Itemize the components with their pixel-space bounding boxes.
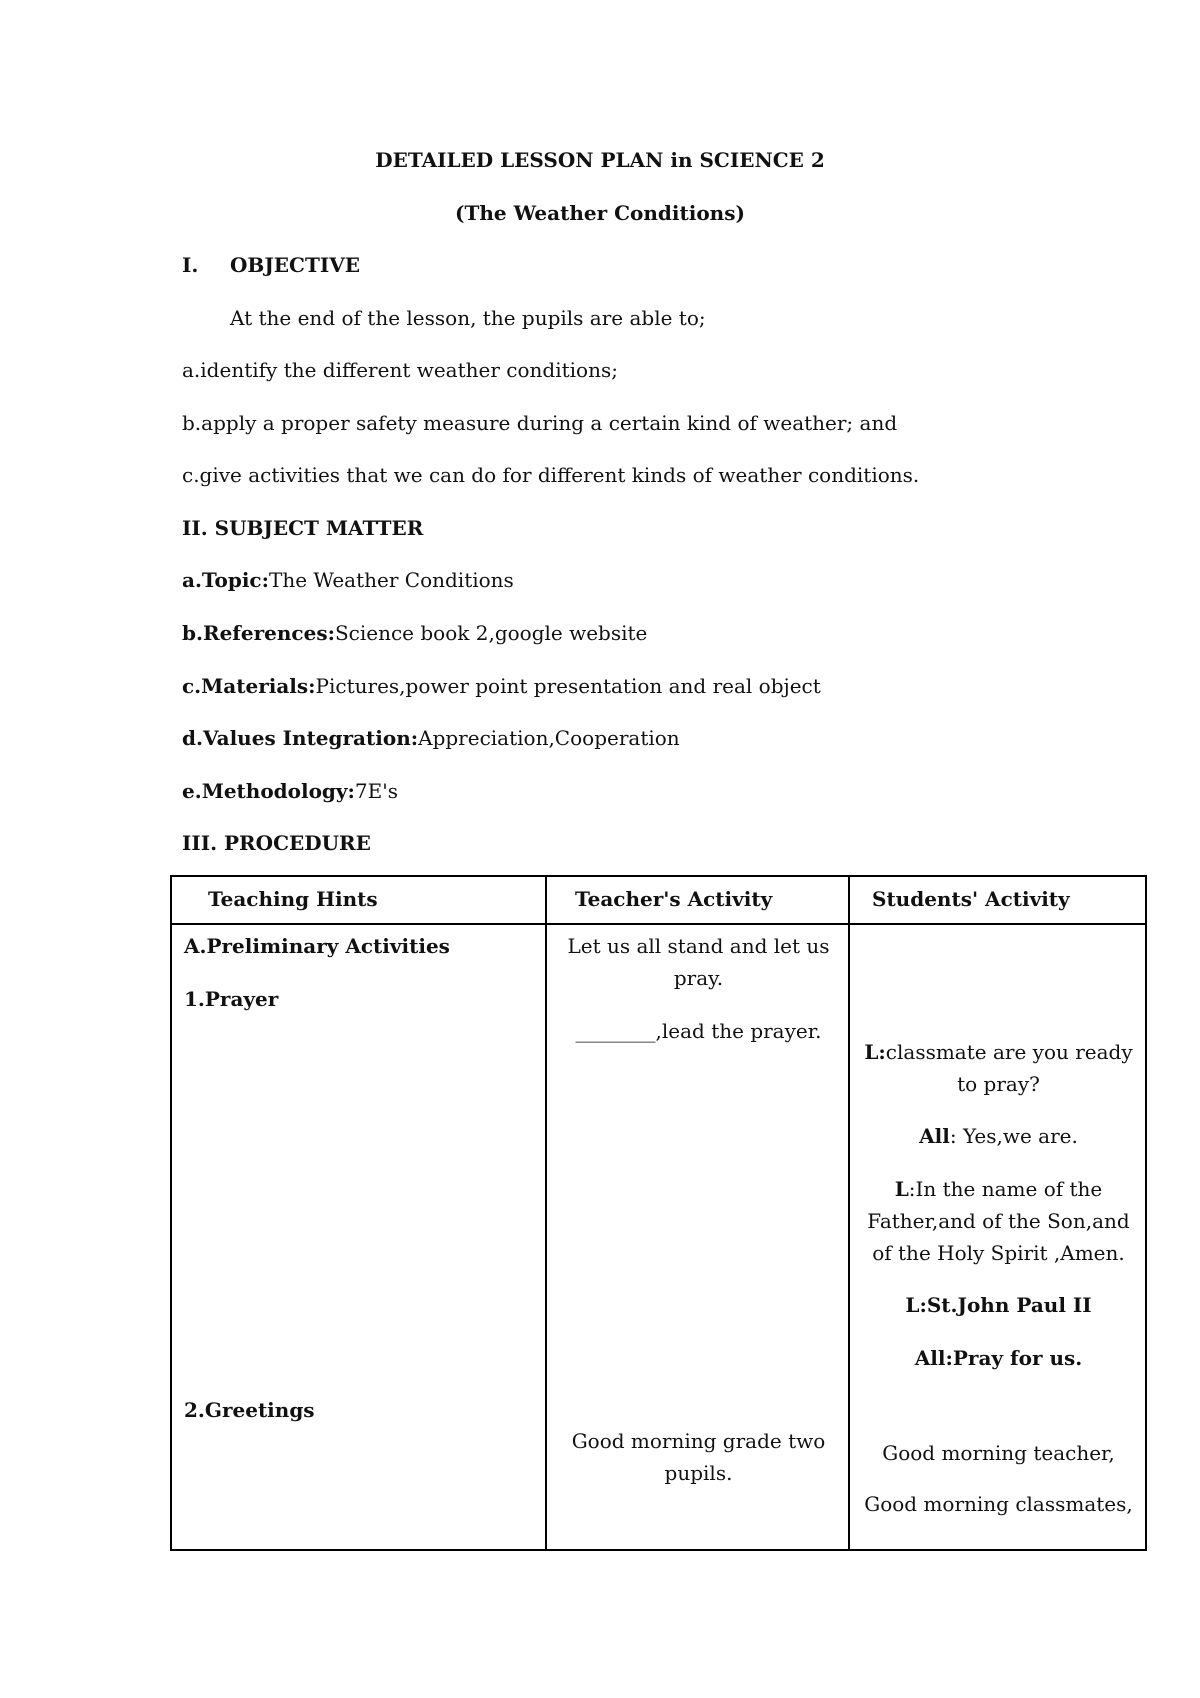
table-row (171, 924, 1146, 1550)
speaker-label: All: (914, 1346, 953, 1370)
student-text: : Yes,we are. (949, 1124, 1078, 1148)
speaker-label: All (919, 1124, 950, 1148)
hint-prayer: 1.Prayer (184, 987, 279, 1011)
student-text: classmate are you ready (885, 1040, 1133, 1064)
subject-item-methodology (182, 777, 398, 805)
section-heading-objective: OBJECTIVE (230, 253, 360, 277)
students-cell (849, 924, 1146, 1550)
student-all-pray-for-us (850, 1342, 1147, 1374)
student-text: Pray for us. (952, 1346, 1083, 1370)
subject-value: Appreciation,Cooperation (418, 726, 680, 750)
subject-label: a.Topic: (182, 568, 269, 592)
subject-value: 7E's (354, 779, 399, 803)
column-header-teaching-hints: Teaching Hints (208, 887, 378, 911)
column-header-students-activity: Students' Activity (872, 887, 1070, 911)
objective-intro: At the end of the lesson, the pupils are able to; (230, 306, 706, 330)
student-saint-invocation (850, 1289, 1147, 1321)
student-all-response (850, 1120, 1147, 1152)
teacher-greet-line-2: pupils. (664, 1461, 733, 1485)
student-text: :St.John Paul II (919, 1293, 1092, 1317)
teacher-greet-line-1: Good morning grade two (571, 1429, 826, 1453)
teacher-pray-line-2: pray. (673, 966, 724, 990)
column-header-teacher-activity: Teacher's Activity (575, 887, 773, 911)
student-greet-classmates: Good morning classmates, (864, 1492, 1133, 1516)
subject-label: e.Methodology: (182, 779, 355, 803)
speaker-label: L (894, 1177, 909, 1201)
student-sign-of-cross-3: of the Holy Spirit ,Amen. (872, 1241, 1125, 1265)
subject-label: b.References: (182, 621, 335, 645)
header-cell (546, 876, 849, 924)
hint-preliminary-activities: A.Preliminary Activities (184, 934, 450, 958)
name-blank: ________ (575, 1019, 656, 1043)
subject-item-references (182, 619, 647, 647)
document-title: DETAILED LESSON PLAN in SCIENCE 2 (375, 148, 825, 172)
student-sign-of-cross-2: Father,and of the Son,and (867, 1209, 1130, 1233)
subject-label: c.Materials: (182, 674, 316, 698)
student-leader-line-cont: to pray? (957, 1072, 1040, 1096)
objective-item-c: c.give activities that we can do for different kinds of weather conditions. (182, 463, 920, 487)
section-number-objective: I. (182, 253, 199, 277)
speaker-label: L: (864, 1040, 886, 1064)
header-cell (171, 876, 546, 924)
hint-greetings: 2.Greetings (184, 1398, 315, 1422)
hints-cell (171, 924, 546, 1550)
subject-value: The Weather Conditions (269, 568, 514, 592)
teacher-lead-text: ,lead the prayer. (655, 1019, 822, 1043)
teacher-pray-line-1: Let us all stand and let us (567, 934, 830, 958)
subject-label: d.Values Integration: (182, 726, 419, 750)
objective-item-b: b.apply a proper safety measure during a certain kind of weather; and (182, 411, 898, 435)
section-heading-procedure: III. PROCEDURE (182, 831, 371, 855)
teacher-cell (546, 924, 849, 1550)
student-leader-line (850, 1036, 1147, 1068)
document-subtitle: (The Weather Conditions) (455, 201, 745, 225)
subject-value: Pictures,power point presentation and real object (315, 674, 821, 698)
subject-item-topic (182, 566, 514, 594)
student-text: :In the name of the (908, 1177, 1103, 1201)
student-sign-of-cross-1 (850, 1173, 1147, 1205)
table-header-row (171, 876, 1146, 924)
student-greet-teacher: Good morning teacher, (882, 1441, 1115, 1465)
teacher-lead-prayer (547, 1015, 850, 1047)
subject-item-materials (182, 672, 821, 700)
procedure-table (170, 875, 1147, 1551)
section-heading-subject-matter: II. SUBJECT MATTER (182, 516, 424, 540)
header-cell (849, 876, 1146, 924)
subject-item-values (182, 724, 680, 752)
speaker-label: L (905, 1293, 920, 1317)
subject-value: Science book 2,google website (334, 621, 648, 645)
objective-item-a: a.identify the different weather conditions; (182, 358, 618, 382)
